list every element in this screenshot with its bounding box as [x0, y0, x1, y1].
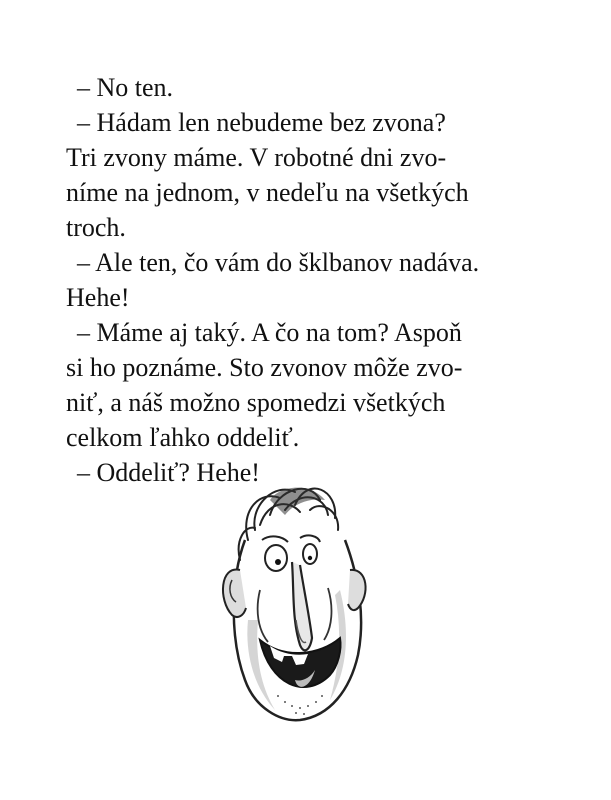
grinning-man-illustration — [200, 470, 380, 730]
text-line: celkom ľahko oddeliť. — [66, 423, 300, 452]
text-line: troch. — [66, 213, 126, 242]
grinning-man-icon — [200, 470, 380, 730]
text-line-dialogue: – Hádam len nebudeme bez zvona? — [77, 108, 446, 137]
text-line: niť, a náš možno spomedzi všetkých — [66, 388, 446, 417]
text-line-dialogue: – Oddeliť? Hehe! — [77, 458, 260, 487]
story-text — [66, 70, 536, 490]
text-line: Tri zvony máme. V robotné dni zvo- — [66, 143, 447, 172]
text-line: níme na jednom, v nedeľu na všetkých — [66, 178, 469, 207]
text-line-dialogue: – Ale ten, čo vám do šklbanov nadáva. — [77, 248, 480, 277]
text-line: si ho poznáme. Sto zvonov môže zvo- — [66, 353, 463, 382]
text-line: Hehe! — [66, 283, 130, 312]
text-line-dialogue: – No ten. — [77, 73, 174, 102]
text-line-dialogue: – Máme aj taký. A čo na tom? Aspoň — [77, 318, 462, 347]
